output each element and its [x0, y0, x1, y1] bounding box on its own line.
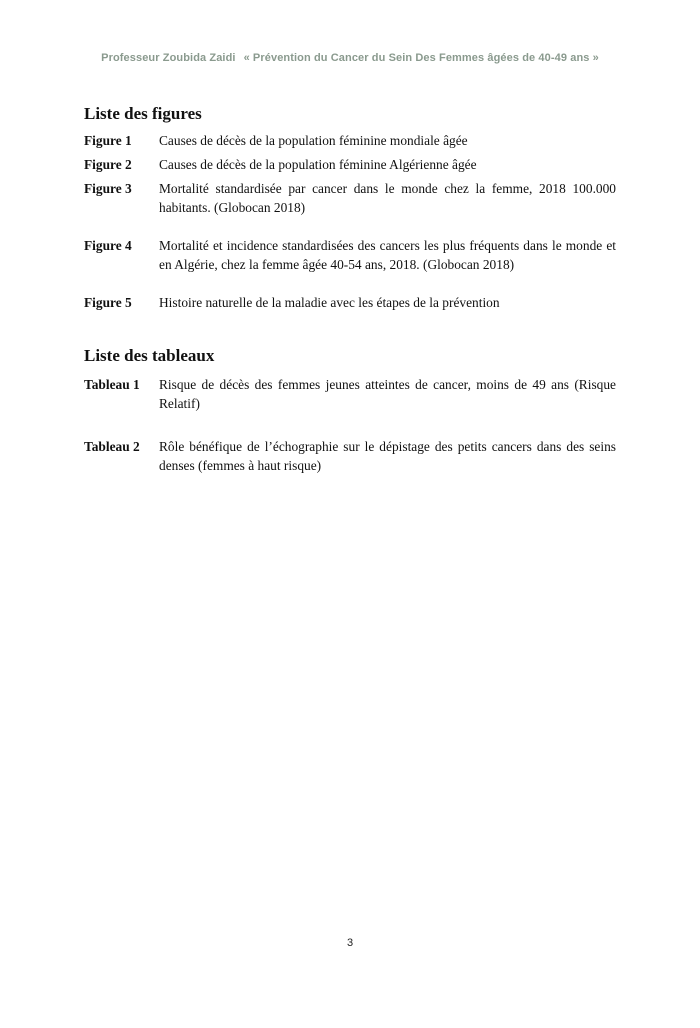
table-entry-1: [84, 375, 616, 413]
header-author: Professeur Zoubida Zaidi: [101, 52, 236, 64]
figure-label: Figure 2: [84, 157, 132, 172]
figure-entry-4: [84, 236, 616, 274]
tables-heading: Liste des tableaux: [84, 346, 215, 365]
table-caption: Rôle bénéfique de l’échographie sur le dépistage des petits cancers dans des seins denses (femmes à haut risque): [159, 439, 616, 473]
figure-caption: Mortalité et incidence standardisées des cancers les plus fréquents dans le monde et en Algérie, chez la femme âgée 40-54 ans, 2018. (Globocan 2018): [159, 238, 616, 272]
figure-entry-3: [84, 179, 616, 217]
figure-entry-2: [84, 155, 616, 174]
table-label: Tableau 1: [84, 377, 140, 392]
figure-caption: Causes de décès de la population féminine Algérienne âgée: [159, 157, 477, 172]
figure-label: Figure 4: [84, 238, 132, 253]
figure-label: Figure 1: [84, 133, 132, 148]
running-header: [0, 52, 700, 64]
figure-label: Figure 5: [84, 295, 132, 310]
table-label: Tableau 2: [84, 439, 140, 454]
figure-entry-1: [84, 131, 616, 150]
header-title: « Prévention du Cancer du Sein Des Femmes âgées de 40-49 ans »: [243, 52, 599, 64]
figure-entry-5: [84, 293, 616, 312]
table-caption: Risque de décès des femmes jeunes atteintes de cancer, moins de 49 ans (Risque Relatif): [159, 377, 616, 411]
figure-caption: Causes de décès de la population féminine mondiale âgée: [159, 133, 468, 148]
figure-caption: Mortalité standardisée par cancer dans le monde chez la femme, 2018 100.000 habitants. (Globocan 2018): [159, 181, 616, 215]
figure-label: Figure 3: [84, 181, 132, 196]
page-number: 3: [346, 937, 354, 949]
figure-caption: Histoire naturelle de la maladie avec les étapes de la prévention: [159, 295, 500, 310]
figures-heading: Liste des figures: [84, 104, 202, 123]
table-entry-2: [84, 437, 616, 475]
